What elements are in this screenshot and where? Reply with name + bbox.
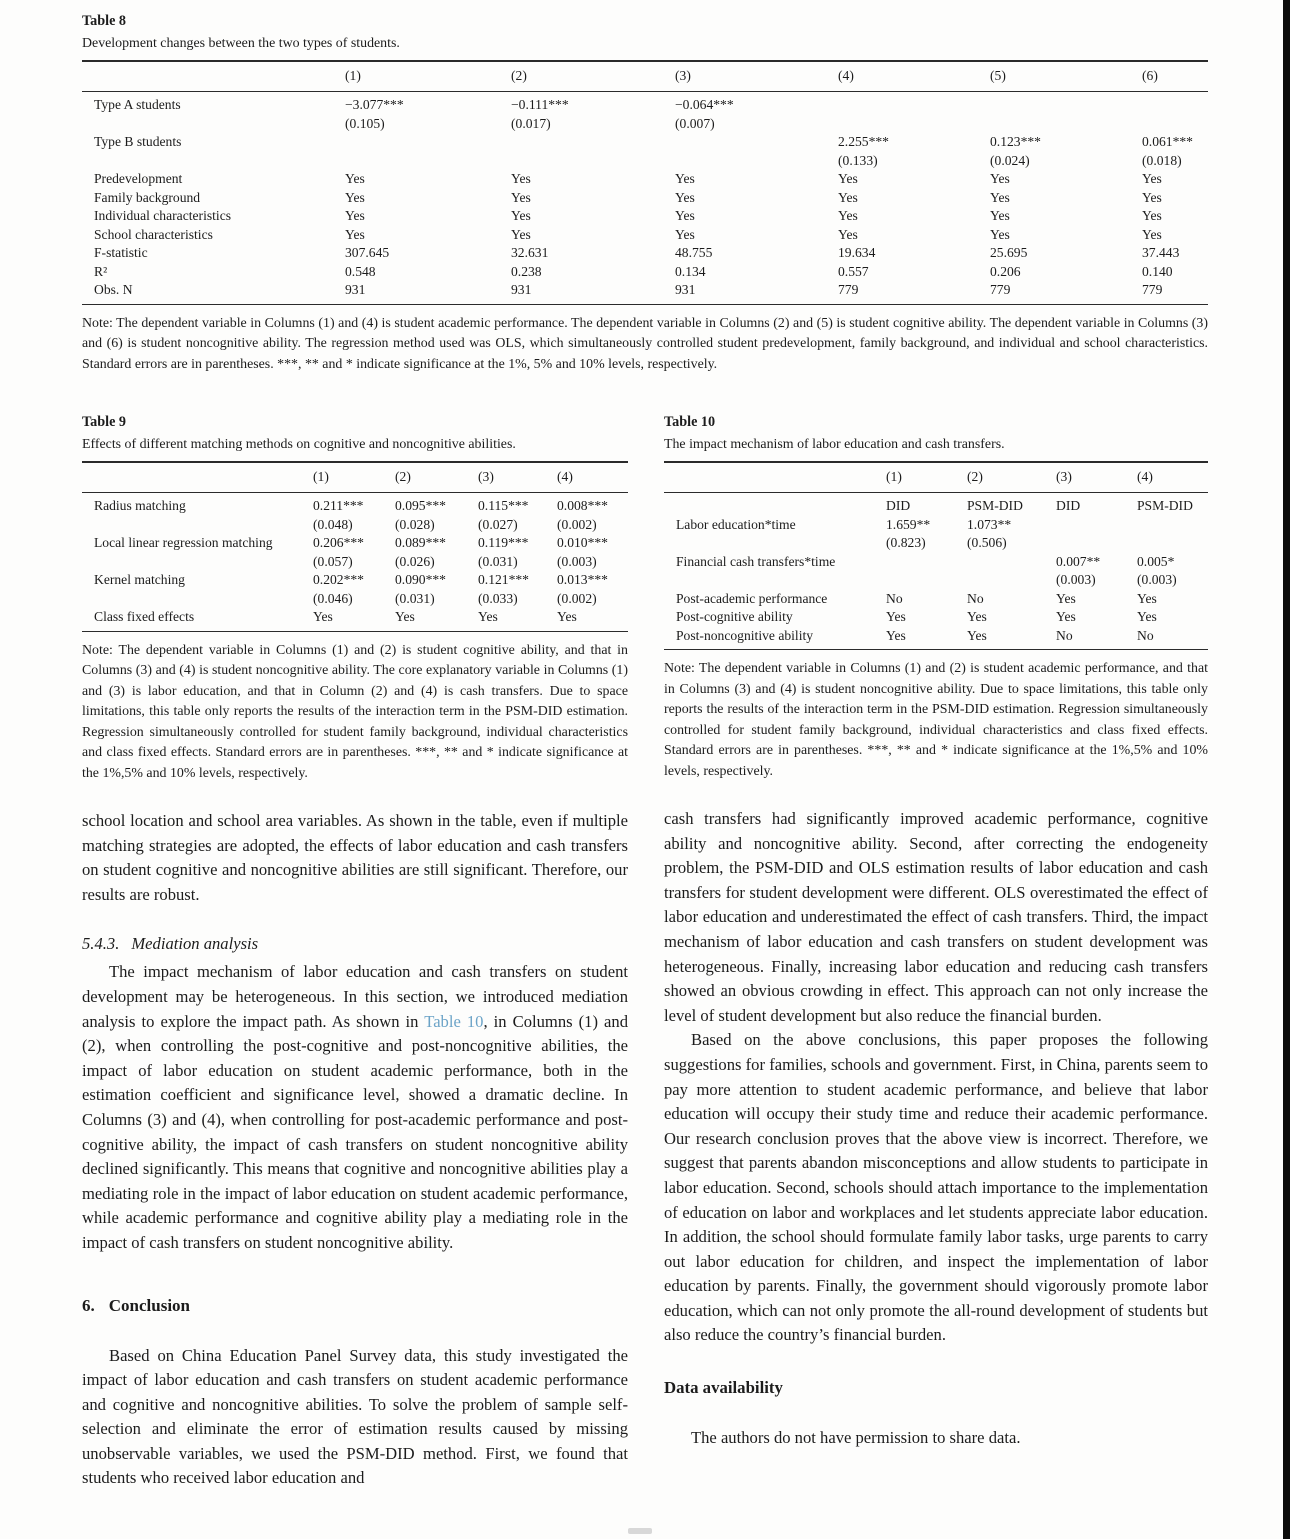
table-header-cell: (3) [675,68,691,83]
table-cell: (0.017) [511,115,551,131]
table-header-row [82,61,1208,92]
table-cell: Yes [345,189,365,205]
table-row-label: Individual characteristics [94,208,232,223]
findings-paragraph: cash transfers had significantly improved academic performance, cognitive ability and noncognitive ability. Second, after correcting the endogeneity problem, the PSM-DID and OLS estimation results of labor education and cash transfers for student development were different. OLS overestimated the effect of labor education and underestimated the effect of cash transfers. Third, the impact mechanism of labor education and cash transfers on student development was heterogeneous. Finally, increasing labor education and reducing cash transfers showed an obvious crowding in effect. This approach can not only increase the level of student development but also reduce the financial burden. [664,809,1208,1025]
data-availability-paragraph: The authors do not have permission to share data. [691,1428,1021,1448]
table-cell: 0.010*** [557,535,608,550]
table-row [664,627,1208,650]
table-cell: Yes [1142,189,1162,205]
table-header-cell: (3) [1056,469,1072,484]
table-cell: −0.064*** [675,97,734,112]
table-cell: Yes [1056,609,1076,624]
table-cell: Yes [1142,171,1162,186]
table-cell: (0.003) [1137,572,1177,587]
table-cell: 0.090*** [395,572,446,587]
table-cell: No [1137,627,1154,643]
table-cell [886,553,967,572]
conclusion-heading [82,1296,628,1316]
table-cell: Yes [675,208,695,223]
table-cell: 779 [838,282,859,297]
table-cell [675,152,838,171]
table-cell [1056,534,1137,553]
table-cell: Yes [1137,590,1157,606]
table-cell: 0.115*** [478,498,529,513]
table-header-cell: (4) [838,68,854,83]
table-cell: 25.695 [990,245,1028,260]
page-content [82,12,1208,1491]
table-cell [967,571,1056,590]
table-cell: 779 [1142,282,1163,297]
table-cell: No [1056,627,1073,643]
table-cell [990,115,1142,134]
table8-block [82,12,1208,375]
data-availability-heading: Data availability [664,1378,783,1398]
table-cell: (0.057) [313,553,353,569]
table8-note: Note: The dependent variable in Columns (1) and (4) is student academic performance. The dependent variable in Columns (2) and (5) is student cognitive ability. The dependent variable in Columns (3) and (6) is student noncognitive ability. The regression method used was OLS, which simultaneously controlled student predevelopment, family background, and individual and school characteristics. Standard errors are in parentheses. ***, ** and * indicate significance at the 1%, 5% and 10% levels, respectively. [82,315,1208,372]
table-cell [1137,534,1208,553]
table-cell [990,92,1142,115]
table-row-label: Post-cognitive ability [676,609,793,624]
table-cell: (0.048) [313,516,353,532]
table10-caption: The impact mechanism of labor education and cash transfers. [664,437,1005,452]
table-cell: (0.026) [395,553,435,569]
table-cell: PSM-DID [1137,498,1193,513]
table-cell [838,92,990,115]
table-row-label: Financial cash transfers*time [676,553,836,569]
table-cell [838,115,990,134]
table-cell: 19.634 [838,245,876,260]
table-header-cell: (3) [478,469,494,484]
table-cell: 0.119*** [478,535,529,550]
table-cell: Yes [345,226,365,242]
table-cell: DID [1056,498,1081,513]
table-row [664,553,1208,572]
table-header-cell: (2) [395,469,411,484]
table-cell: (0.002) [557,590,597,606]
table-cell: 931 [511,282,532,297]
table10-note: Note: The dependent variable in Columns (1) and (2) is student academic performance, and that in Columns (3) and (4) is student noncognitive ability. Due to space limitations, this table only reports the results of the interaction term in the PSM-DID estimation. Regression simultaneously controlled for student family background, individual characteristics and class fixed effects. Standard errors are in parentheses. ***, ** and * indicate significance at the 1%,5% and 10% levels, respectively. [664,661,1208,779]
table-cell: (0.003) [1056,572,1096,587]
table-cell: Yes [511,189,531,205]
table-row-label: Kernel matching [94,572,185,587]
table-cell: 37.443 [1142,245,1180,260]
table-row [82,133,1208,152]
table-cell: Yes [345,208,365,223]
table8-title: Table 8 [82,13,127,29]
table-cell: Yes [395,609,415,624]
table-cell: No [967,590,984,606]
table-row-label [82,553,313,572]
table-cell [967,553,1056,572]
table-cell: Yes [511,226,531,242]
table-cell [511,133,675,152]
table-header-cell: (4) [557,469,573,484]
table-cell: 0.134 [675,263,706,279]
table8-caption: Development changes between the two types of students. [82,36,400,51]
table-cell: Yes [838,226,858,242]
table-row [82,152,1208,171]
table-row [82,226,1208,245]
table-cell: Yes [313,609,333,624]
table-cell: Yes [511,171,531,186]
table10-title: Table 10 [664,414,716,430]
right-column [664,413,1208,1491]
table-cell: 931 [675,282,696,297]
table-cell: Yes [345,171,365,186]
table-cell: Yes [990,226,1010,242]
table-cell: Yes [1137,609,1157,624]
table-header-cell: (2) [511,68,527,83]
table-cell: Yes [886,609,906,624]
table-cell: Yes [886,627,906,643]
table-cell: 0.013*** [557,572,608,587]
table-cell: Yes [478,609,498,624]
table9-note: Note: The dependent variable in Columns (1) and (2) is student cognitive ability, and that in Columns (3) and (4) is student noncognitive ability. The core explanatory variable in Columns (1) and (3) is labor education, and that in Column (2) and (4) is cash transfers. Due to space limitations, this table only reports the results of the interaction term in the PSM-DID estimation. Regression simultaneously controlled for student family background, individual characteristics and class fixed effects. Standard errors are in parentheses. ***, ** and * indicate significance at the 1%,5% and 10% levels, respectively. [82,642,628,781]
table-cell: 0.123*** [990,134,1041,149]
paragraph-text: The impact mechanism of labor education and cash transfers on student development may be heterogeneous. In this section, we introduced mediation analysis to explore the impact path. As shown in [82,962,628,1031]
table-cell: 0.557 [838,263,869,279]
table9 [82,461,628,632]
table9-caption: Effects of different matching methods on cognitive and noncognitive abilities. [82,437,516,452]
table-header-cell: (1) [886,469,902,484]
table-cell: 1.659** [886,516,931,532]
table-cell: PSM-DID [967,498,1023,513]
table-cell: 0.206 [990,263,1021,279]
table-cell: Yes [1142,208,1162,223]
page-number-faint [628,1528,652,1534]
table-row [82,170,1208,189]
table-row [664,493,1208,516]
table-cell: (0.105) [345,115,385,131]
table-row-label: Predevelopment [94,171,183,186]
table-cell [511,152,675,171]
table-header-cell: (1) [313,469,329,484]
table-cell: 0.202*** [313,572,364,587]
table-cell [886,571,967,590]
table-row-label: Type B students [94,134,182,149]
table-header-cell [82,462,313,493]
table-row [664,534,1208,553]
table-row [664,608,1208,627]
table-row-label: Type A students [94,97,181,112]
table-cell: Yes [675,171,695,186]
table-cell: 0.206*** [313,535,364,550]
table-cell: (0.031) [395,590,435,606]
table9-title: Table 9 [82,414,127,430]
table-row [82,263,1208,282]
table-cell: Yes [557,609,577,624]
table-row [82,534,628,553]
table-row-label: Obs. N [94,282,133,297]
paragraph-text: , in Columns (1) and (2), when controlling the post-cognitive and post-noncognitive abilities, the impact of labor education on student academic performance, both in the estimation coefficient and significance level, showed a dramatic decline. In Columns (3) and (4), when controlling for post-academic performance and post-cognitive ability, the impact of cash transfers on student noncognitive ability declined significantly. This means that cognitive and noncognitive abilities play a mediating role in the impact of labor education on student academic performance, while academic performance and cognitive ability play a mediating role in the impact of cash transfers on student noncognitive ability. [82,1011,628,1252]
table-cell: (0.823) [886,535,926,550]
heading-number: 5.4.3. [82,934,120,954]
table-cell: Yes [675,226,695,242]
robustness-paragraph: school location and school area variables. As shown in the table, even if multiple matching strategies are adopted, the effects of labor education and cash transfers on student cognitive and noncognitive abilities are still significant. Therefore, our results are robust. [82,811,628,904]
table-cell: 0.089*** [395,535,446,550]
table-cell: (0.031) [478,553,518,569]
heading-number: 6. [82,1295,95,1315]
table-row-label: Post-academic performance [676,590,828,606]
table-cell [675,133,838,152]
table-header-cell [664,462,886,493]
mediation-paragraph [82,960,628,1255]
table-row [82,244,1208,263]
table-header-row [82,462,628,493]
two-column-layout [82,413,1208,1491]
table-cell: 0.211*** [313,498,364,513]
table-cell: Yes [990,189,1010,205]
table-cell: Yes [838,208,858,223]
table-cell: 0.008*** [557,498,608,513]
table-cell: Yes [1142,226,1162,242]
table-header-cell: (4) [1137,469,1153,484]
table-cell: 32.631 [511,245,549,260]
table-cell [1142,92,1208,115]
table-cell: 0.121*** [478,572,529,587]
table-cell: (0.024) [990,152,1030,168]
table-cell: 48.755 [675,245,713,260]
table-row-label: Class fixed effects [94,609,195,624]
table-cell: (0.003) [557,553,597,569]
table-cell: 0.238 [511,263,542,279]
table-cell: 0.061*** [1142,134,1193,149]
table-cell: Yes [1056,590,1076,606]
left-column [82,413,628,1491]
table-row-label [82,516,313,535]
table-row [82,571,628,590]
table-row [82,493,628,516]
heading-text: Conclusion [108,1295,190,1315]
table-cell: 1.073** [967,516,1012,532]
table-cell: (0.002) [557,516,597,532]
table-row [82,207,1208,226]
table-cell: −3.077*** [345,97,404,112]
table-header-cell: (1) [345,68,361,83]
table-row [664,571,1208,590]
table-cell: −0.111*** [511,97,569,112]
table-row-label [82,590,313,609]
table-header-cell: (6) [1142,68,1158,83]
table-cell: 0.548 [345,263,376,279]
table-cell [345,152,511,171]
heading-text: Mediation analysis [131,934,259,954]
table-cell [1137,516,1208,535]
table-row-label [664,571,886,590]
table-header-cell [82,61,345,92]
table-row [82,590,628,609]
table-cell [1142,115,1208,134]
table-row [82,281,1208,304]
table-cell: DID [886,498,911,513]
table-row [82,92,1208,115]
table9-block [82,413,628,784]
table-cell: Yes [511,208,531,223]
table-row-label: Radius matching [94,498,186,513]
table-cell: Yes [967,609,987,624]
table-cell: 0.007** [1056,553,1101,569]
table-cell: Yes [838,189,858,205]
table-row [82,189,1208,208]
table-row [664,590,1208,609]
table-row-label [82,152,345,171]
table-row-label: F-statistic [94,245,148,260]
table-cell: (0.506) [967,535,1007,550]
table-row-label [664,534,886,553]
table-cell: 0.140 [1142,263,1173,279]
table10 [664,461,1208,650]
table-row-label: Labor education*time [676,516,796,532]
table-cell: 0.005* [1137,553,1175,569]
table-cell: (0.033) [478,590,518,606]
table-cell: (0.133) [838,152,878,168]
table-cell: (0.018) [1142,152,1182,168]
mediation-heading [82,934,628,954]
table-row-label: Post-noncognitive ability [676,627,814,643]
conclusion-paragraph: Based on China Education Panel Survey data, this study investigated the impact of labor education and cash transfers on student academic performance and cognitive and noncognitive abilities. To solve the problem of sample self-selection and eliminate the error of estimation results caused by missing unobservable variables, we used the PSM-DID method. First, we found that students who received labor education and [82,1345,628,1488]
table-header-row [664,462,1208,493]
table-row-label: Family background [94,189,201,205]
table-cell: (0.046) [313,590,353,606]
table-cell: Yes [990,208,1010,223]
table-row-label: Local linear regression matching [94,535,273,550]
table8 [82,60,1208,305]
table-cell: 931 [345,282,366,297]
scan-edge-strip [1283,0,1290,1539]
table10-block [664,413,1208,782]
table-cell: 779 [990,282,1011,297]
table-cell: Yes [675,189,695,205]
table-cell: (0.028) [395,516,435,532]
table-row [664,516,1208,535]
table-row-label [82,115,345,134]
table-row [82,115,1208,134]
table-row [82,516,628,535]
table-cell: No [886,590,903,606]
table-cell: 307.645 [345,245,390,260]
table-cell: Yes [967,627,987,643]
table-row-label [664,493,886,516]
table-cell: 2.255*** [838,134,889,149]
table-cell: Yes [990,171,1010,186]
table-cell: 0.095*** [395,498,446,513]
table-cell [1056,516,1137,535]
table-header-cell: (2) [967,469,983,484]
table-cell: Yes [838,171,858,186]
table-cell: (0.027) [478,516,518,532]
table-row-label: R² [94,263,108,279]
table-cell: (0.007) [675,115,715,131]
table-row-label: School characteristics [94,226,213,242]
table-cell [345,133,511,152]
table-row [82,553,628,572]
table-header-cell: (5) [990,68,1006,83]
table10-link[interactable]: Table 10 [424,1011,484,1031]
suggestions-paragraph: Based on the above conclusions, this paper proposes the following suggestions for families, schools and government. First, in China, parents seem to pay more attention to student academic performance, and believe that labor education will occupy their study time and reduce their academic performance. Our research conclusion proves that the above view is incorrect. Therefore, we suggest that parents abandon misconceptions and allow students to participate in labor education. Second, schools should attach importance to the implementation of education on labor and workplaces and let students appreciate labor education. In addition, the school should formulate family labor tasks, urge parents to carry out labor education for children, and inspect the implementation of labor education by parents. Finally, the government should vigorously promote labor education, which can not only promote the all-round development of students but also reduce the country’s financial burden. [664,1030,1208,1345]
table-row [82,608,628,631]
